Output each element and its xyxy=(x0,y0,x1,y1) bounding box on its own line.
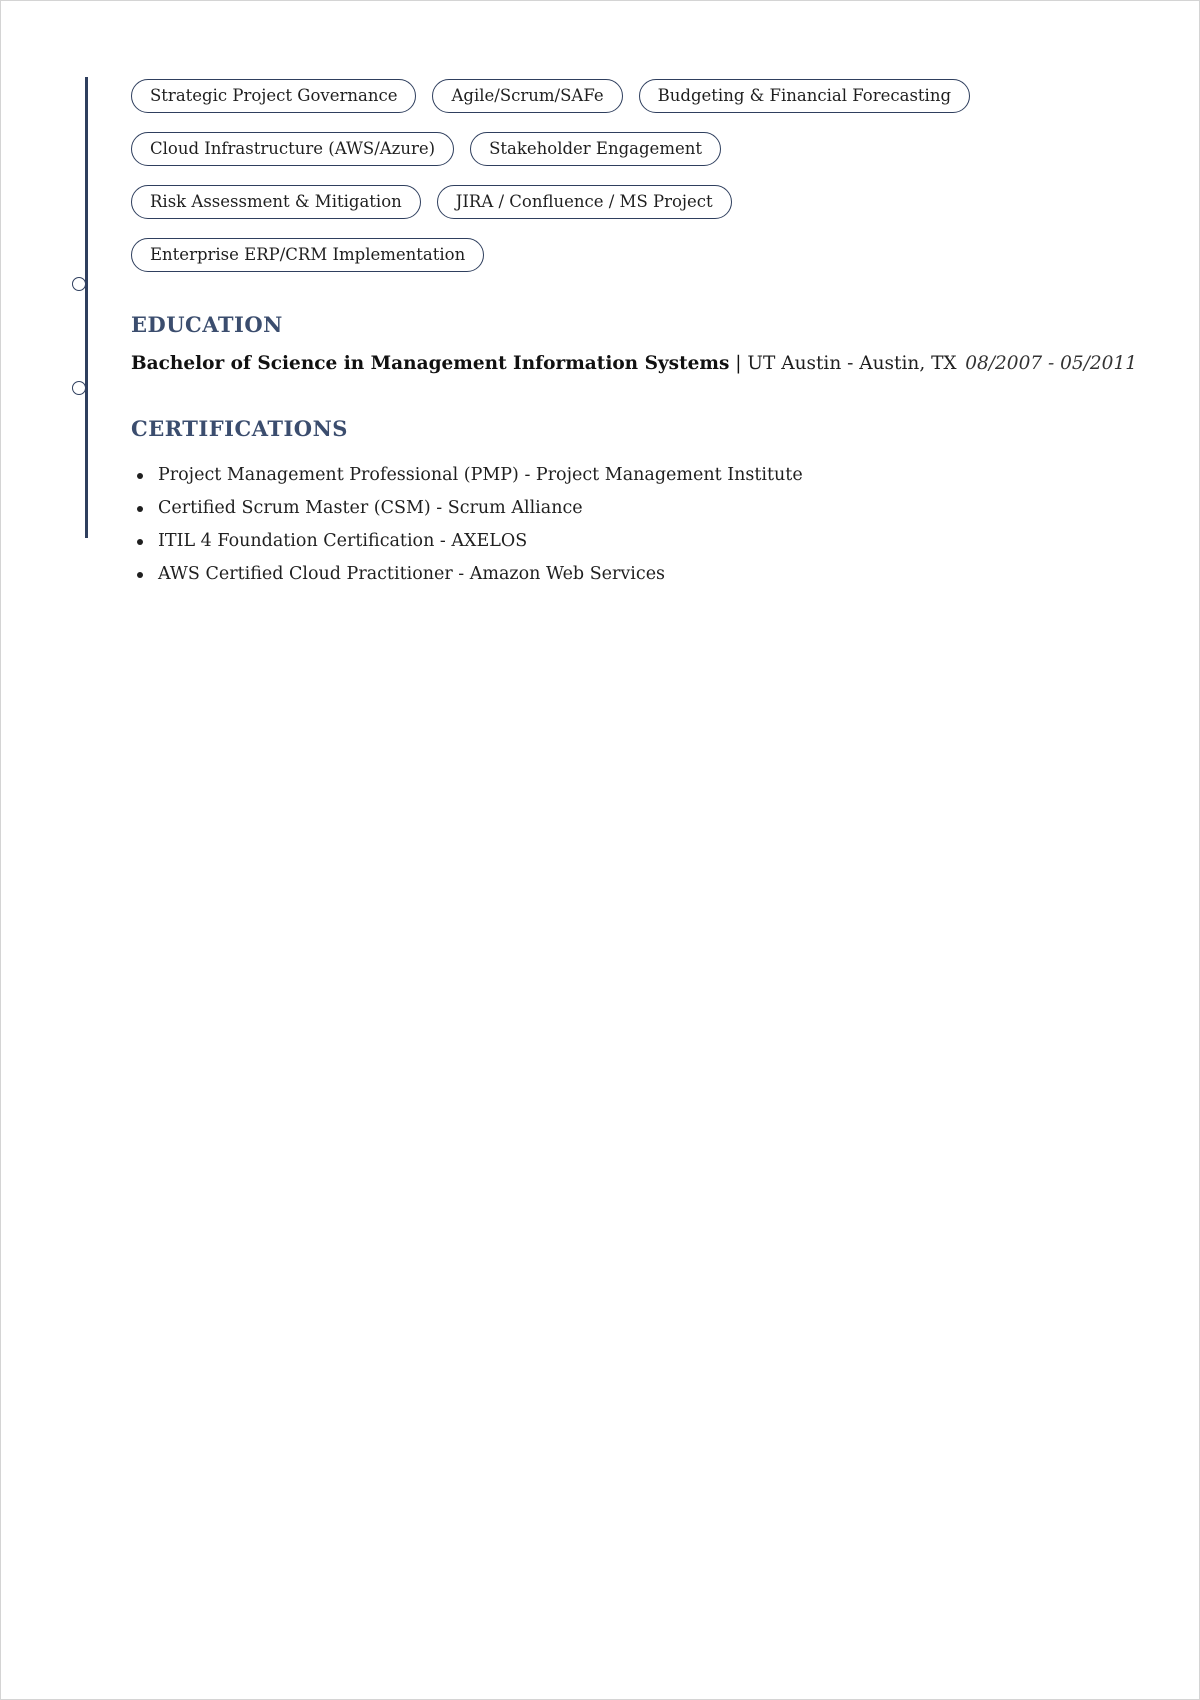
skills-pill-list xyxy=(131,79,1011,272)
skill-pill: JIRA / Confluence / MS Project xyxy=(437,185,732,219)
skill-pill: Stakeholder Engagement xyxy=(470,132,721,166)
skill-pill: Budgeting & Financial Forecasting xyxy=(639,79,970,113)
timeline-line xyxy=(85,77,88,538)
skill-pill: Enterprise ERP/CRM Implementation xyxy=(131,238,484,272)
education-dates: 08/2007 - 05/2011 xyxy=(965,353,1137,374)
degree-school-separator: | xyxy=(735,353,742,374)
certifications-list xyxy=(131,459,1131,591)
skill-pill: Strategic Project Governance xyxy=(131,79,416,113)
list-item xyxy=(131,492,1131,525)
bullet-icon xyxy=(137,572,143,578)
list-item xyxy=(131,459,1131,492)
list-item xyxy=(131,558,1131,591)
bullet-icon xyxy=(137,473,143,479)
resume-content xyxy=(131,79,1137,591)
degree-title: Bachelor of Science in Management Information Systems xyxy=(131,353,730,374)
certification-text: Certified Scrum Master (CSM) - Scrum Alliance xyxy=(158,498,583,518)
education-timeline-dot xyxy=(72,277,86,291)
education-heading: EDUCATION xyxy=(131,312,283,337)
skill-pill: Agile/Scrum/SAFe xyxy=(432,79,622,113)
certification-text: Project Management Professional (PMP) - Project Management Institute xyxy=(158,465,803,485)
skill-pill: Cloud Infrastructure (AWS/Azure) xyxy=(131,132,454,166)
certification-text: AWS Certified Cloud Practitioner - Amazon Web Services xyxy=(158,564,666,584)
skill-pill: Risk Assessment & Mitigation xyxy=(131,185,421,219)
school-location: UT Austin - Austin, TX xyxy=(747,353,957,374)
bullet-icon xyxy=(137,539,143,545)
education-entry xyxy=(131,353,1137,377)
certifications-heading: CERTIFICATIONS xyxy=(131,416,348,441)
certification-text: ITIL 4 Foundation Certification - AXELOS xyxy=(158,531,528,551)
bullet-icon xyxy=(137,506,143,512)
certifications-timeline-dot xyxy=(72,381,86,395)
list-item xyxy=(131,525,1131,558)
